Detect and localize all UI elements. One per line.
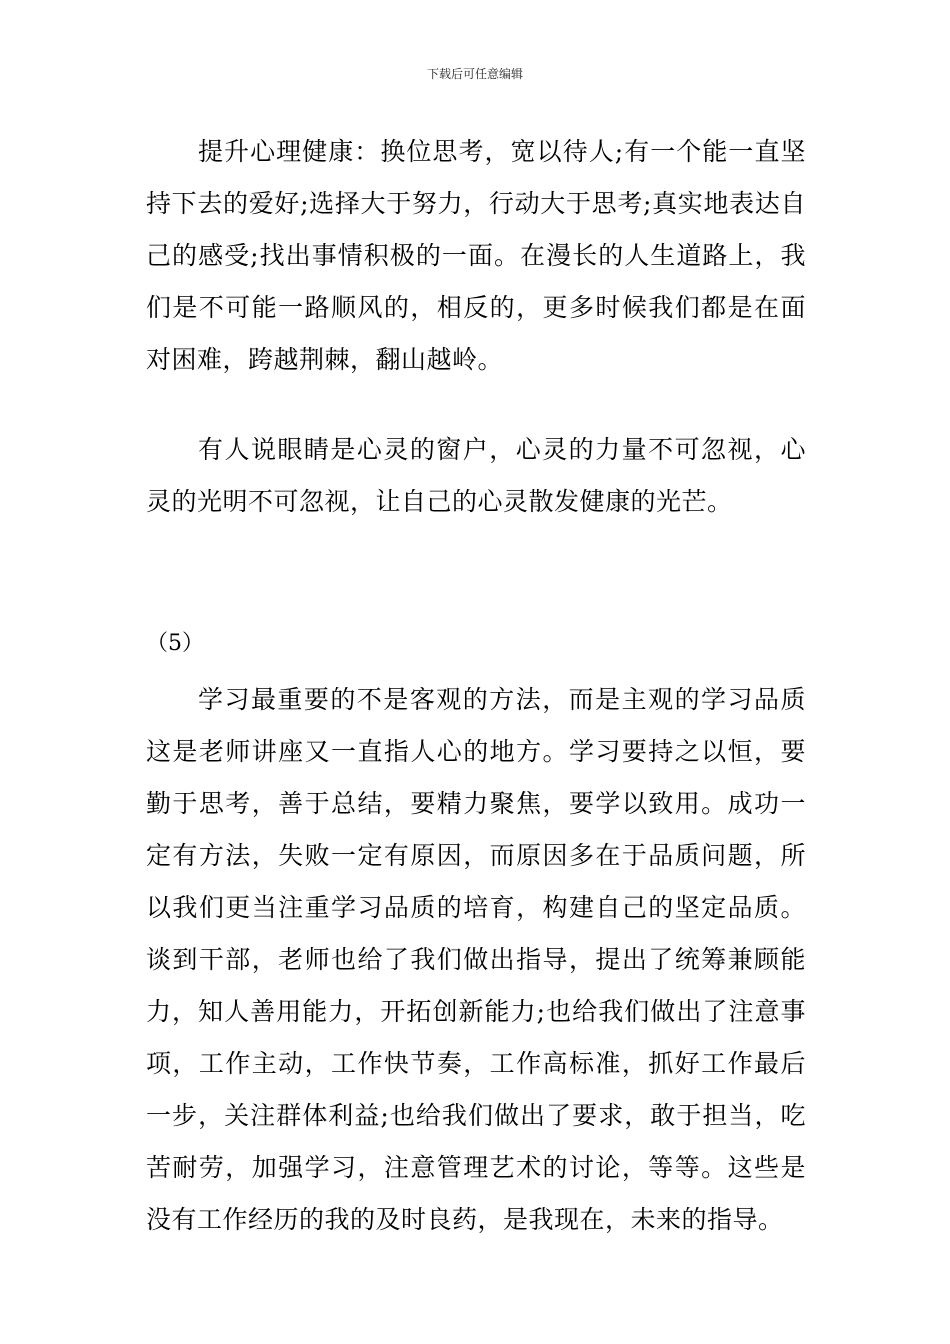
paragraph-eyes-soul: 有人说眼睛是心灵的窗户，心灵的力量不可忽视，心灵的光明不可忽视，让自己的心灵散发健康的光芒。	[146, 435, 806, 516]
paragraph-learning-quality: 学习最重要的不是客观的方法，而是主观的学习品质这是老师讲座又一直指人心的地方。学习要持之以恒，要勤于思考，善于总结，要精力聚焦，要学以致用。成功一定有方法，失败一定有原因，而原因多在于品质问题，所以我们更当注重学习品质的培育，构建自己的坚定品质。谈到干部，老师也给了我们做出指导，提出了统筹兼顾能力，知人善用能力，开拓创新能力;也给我们做出了注意事项，工作主动，工作快节奏，工作高标准，抓好工作最后一步，关注群体利益;也给我们做出了要求，敢于担当，吃苦耐劳，加强学习，注意管理艺术的讨论，等等。这些是没有工作经历的我的及时良药，是我现在，未来的指导。	[146, 685, 806, 1234]
section-number: （5）	[146, 631, 204, 656]
paragraph-mental-health: 提升心理健康：换位思考，宽以待人;有一个能一直坚持下去的爱好;选择大于努力，行动大于思考;真实地表达自己的感受;找出事情积极的一面。在漫长的人生道路上，我们是不可能一路顺风的，相反的，更多时候我们都是在面对困难，跨越荆棘，翻山越岭。	[146, 137, 806, 374]
page-header: 下载后可任意编辑	[426, 67, 523, 81]
